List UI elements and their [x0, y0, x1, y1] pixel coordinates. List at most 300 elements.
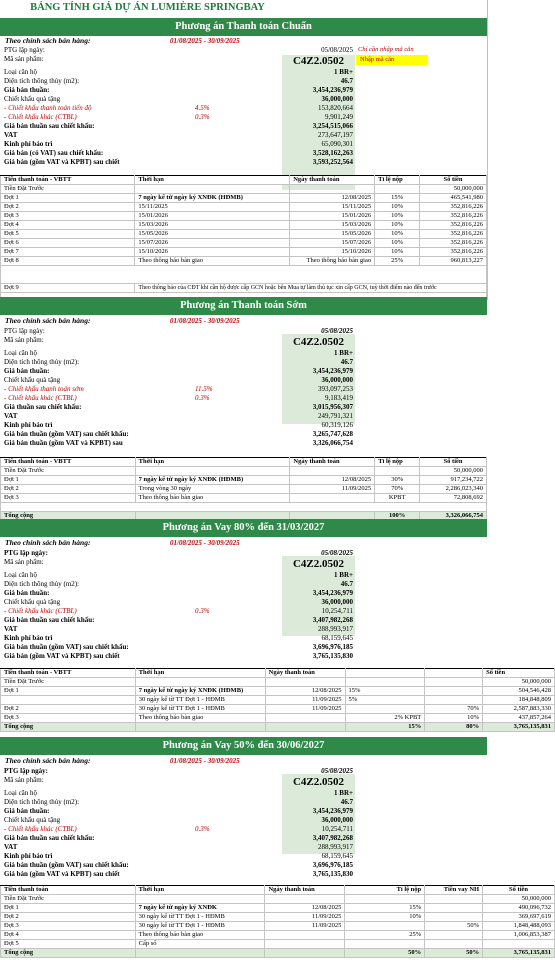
cell: 2,587,883,330 [483, 705, 555, 714]
col-header: Ngày thanh toán [265, 669, 345, 678]
gift-discount-row [0, 598, 555, 607]
maintenance-value: 60,319,126 [321, 421, 353, 429]
col-header: Thời hạn [135, 458, 290, 467]
cell: 10% [375, 203, 420, 212]
price-vat-row [0, 149, 487, 158]
cell: Đợt 4 [1, 931, 136, 940]
cell: Tiền Đặt Trước [1, 678, 136, 687]
net-after-value: 3,407,982,268 [312, 834, 353, 842]
net-price-row [0, 807, 555, 816]
area-label: Diện tích thông thủy (m2): [4, 580, 80, 588]
table-row [1, 503, 487, 512]
vat-value: 249,791,321 [318, 412, 353, 420]
ptg-label: PTG lập ngày: [4, 767, 48, 775]
cell: Đợt 2 [1, 913, 136, 922]
cell: 15% [345, 687, 425, 696]
unit-type-label: Loại căn hộ [4, 68, 38, 76]
cell: 2,286,023,340 [420, 485, 487, 494]
col-header: Tỉ lệ nộp [375, 458, 420, 467]
maintenance-value: 68,159,645 [321, 852, 353, 860]
table-header [1, 458, 487, 467]
price-total-row [0, 652, 555, 661]
input-hint: Chỉ cần nhập mã căn [358, 46, 414, 53]
payment-schedule-standard [0, 175, 487, 310]
col-header: Thời hạn [135, 176, 290, 185]
unit-type-label: Loại căn hộ [4, 349, 38, 357]
cell: Theo thông báo bàn giao [135, 931, 265, 940]
cell: 7 ngày kể từ ngày ký XNĐK (HĐMB) [135, 687, 265, 696]
early-discount-label: - Chiết khấu thanh toán sớm [4, 385, 84, 393]
cell: 15/10/2026 [290, 248, 375, 257]
policy-label: Theo chính sách bán hàng: [5, 316, 91, 325]
cell: Đợt 1 [1, 194, 135, 203]
table-row [1, 705, 555, 714]
cell: 50,000,000 [420, 185, 487, 194]
cell: 25% [375, 257, 420, 266]
cell: 504,546,428 [483, 687, 555, 696]
price-vat-label: Giá bán thuần (gồm VAT) sau chiết khấu: [4, 430, 129, 438]
other-discount-value: 10,254,711 [321, 825, 353, 833]
early-discount-value: 153,820,664 [318, 104, 353, 112]
cell: Đợt 3 [1, 714, 136, 723]
total-label: Tổng cộng [1, 723, 136, 732]
net-price-value: 3,454,236,979 [312, 589, 353, 597]
other-discount-row [0, 607, 555, 616]
price-total-row [0, 158, 487, 167]
cell: 917,234,722 [420, 476, 487, 485]
policy-row [0, 315, 487, 327]
cell: 11/09/2025 [265, 922, 345, 931]
table-header [1, 669, 555, 678]
gift-discount-value: 36,000,000 [321, 816, 353, 824]
unit-type-row [0, 68, 487, 77]
area-label: Diện tích thông thủy (m2): [4, 798, 80, 806]
cell: Đợt 2 [1, 705, 136, 714]
col-header: Ngày thanh toán [290, 176, 375, 185]
table-row [1, 266, 487, 284]
cell: 15/03/2026 [135, 221, 290, 230]
cell: 11/09/2025 [265, 913, 345, 922]
net-price-value: 3,454,236,979 [312, 807, 353, 815]
price-total-label: Giá bán (gồm VAT và KPBT) sau chiết [4, 870, 120, 878]
gift-discount-label: Chiết khấu quà tặng [4, 376, 61, 384]
cell: 10% [425, 714, 483, 723]
cell: Theo thông báo bàn giao [135, 714, 265, 723]
gift-discount-label: Chiết khấu quà tặng [4, 598, 61, 606]
maintenance-row [0, 634, 555, 643]
cell: Trong vòng 30 ngày [135, 485, 290, 494]
total-loan-pct: 50% [425, 949, 483, 958]
other-discount-row [0, 113, 487, 122]
policy-period: 01/08/2025 - 30/09/2025 [170, 37, 240, 45]
net-after-row [0, 834, 555, 843]
price-total-value: 3,593,252,564 [312, 158, 353, 166]
cell: 15% [345, 904, 425, 913]
unit-type-row [0, 789, 555, 798]
table-row [1, 203, 487, 212]
table-row [1, 485, 487, 494]
vat-value: 288,993,917 [318, 625, 353, 633]
cell: 11/09/2025 [265, 696, 345, 705]
price-total-label: Giá bán thuần (gồm VAT và KPBT) sau [4, 439, 123, 447]
gift-discount-row [0, 95, 487, 104]
cell: 352,816,226 [420, 212, 487, 221]
table-row [1, 257, 487, 266]
price-vat-label: Giá bán (có VAT) sau chiết khấu: [4, 149, 104, 157]
total-value: 3,765,135,831 [483, 949, 555, 958]
cell: 15/07/2026 [135, 239, 290, 248]
other-discount-row [0, 825, 555, 834]
product-label: Mã sản phẩm: [4, 55, 44, 63]
cell: 352,816,226 [420, 239, 487, 248]
page-title: BẢNG TÍNH GIÁ DỰ ÁN LUMIÈRE SPRINGBAY [30, 2, 265, 13]
ptg-date: 05/08/2025 [321, 327, 353, 335]
maintenance-value: 65,090,301 [321, 140, 353, 148]
product-code: C4Z2.0502 [292, 336, 345, 348]
cell: 30% [375, 476, 420, 485]
gift-discount-label: Chiết khấu quà tặng [4, 816, 61, 824]
vat-label: VAT [4, 843, 18, 851]
col-header: Số tiền [483, 669, 555, 678]
net-after-row [0, 616, 555, 625]
cell: 30 ngày kể từ TT Đợt 1 - HĐMB [135, 696, 265, 705]
sheet-gridline [487, 0, 488, 300]
cell: 15/05/2026 [135, 230, 290, 239]
section-title: Phương án Vay 80% đến 31/03/2027 [0, 519, 487, 537]
unit-type-value: 1 BR+ [334, 789, 353, 797]
table-row-dot9 [1, 284, 487, 293]
price-total-value: 3,765,135,830 [312, 652, 353, 660]
product-label: Mã sản phẩm: [4, 776, 44, 784]
cell: 15/05/2026 [290, 230, 375, 239]
area-value: 46.7 [340, 798, 353, 806]
total-pct: 50% [345, 949, 425, 958]
vat-label: VAT [4, 625, 18, 633]
gift-discount-row [0, 816, 555, 825]
vat-row [0, 843, 555, 852]
net-after-label: Giá bán thuần sau chiết khấu: [4, 122, 95, 130]
section-standard-payment [0, 18, 487, 167]
section-loan-50 [0, 737, 555, 879]
price-vat-value: 3,265,747,628 [312, 430, 353, 438]
table-row [1, 904, 555, 913]
cell: Đợt 5 [1, 940, 136, 949]
unit-type-label: Loại căn hộ [4, 571, 38, 579]
col-header: Tỉ lệ nộp [375, 176, 420, 185]
area-label: Diện tích thông thủy (m2): [4, 358, 80, 366]
table-row [1, 687, 555, 696]
cell: Đợt 4 [1, 221, 135, 230]
cell: 352,816,226 [420, 221, 487, 230]
price-vat-row [0, 643, 555, 652]
cell: Tiền Đặt Trước [1, 185, 135, 194]
early-discount-pct: 4.5% [195, 104, 210, 112]
area-row [0, 580, 555, 589]
area-row [0, 77, 487, 86]
product-row [0, 336, 487, 349]
net-price-label: Giá bán thuần: [4, 807, 50, 815]
total-row [1, 723, 555, 732]
cell: 490,096,732 [483, 904, 555, 913]
table-row [1, 931, 555, 940]
cell: 1,006,853,387 [483, 931, 555, 940]
price-vat-label: Giá bán thuần (gồm VAT) sau chiết khấu: [4, 861, 129, 869]
cell: Đợt 5 [1, 230, 135, 239]
net-after-value: 3,407,982,268 [312, 616, 353, 624]
cell: 10% [345, 913, 425, 922]
col-header: Số tiền [420, 176, 487, 185]
ptg-date: 05/08/2025 [321, 767, 353, 775]
col-header: Tiền vay NH [425, 886, 483, 895]
unit-type-label: Loại căn hộ [4, 789, 38, 797]
maintenance-value: 68,159,645 [321, 634, 353, 642]
net-price-value: 3,454,236,979 [312, 86, 353, 94]
cell: Theo thông báo của CĐT khi cần hộ được cấp GCN hoặc bên Mua tự làm thủ tục xin cấp GCN, tuỳ thời điểm nào đến trước [135, 284, 487, 293]
other-discount-pct: 0.3% [195, 607, 210, 615]
col-header: Số tiền [420, 458, 487, 467]
vat-row [0, 625, 555, 634]
ptg-row [0, 767, 555, 776]
net-price-value: 3,454,236,979 [312, 367, 353, 375]
cell: 10% [375, 248, 420, 257]
table-row [1, 476, 487, 485]
cell: 30 ngày kể từ TT Đợt 1 - HĐMB [135, 705, 265, 714]
area-value: 46.7 [340, 358, 353, 366]
ptg-row [0, 549, 555, 558]
area-row [0, 358, 487, 367]
cell: Đợt 7 [1, 248, 135, 257]
policy-row [0, 36, 487, 46]
cell: Theo thông báo bàn giao [290, 257, 375, 266]
ptg-label: PTG lập ngày: [4, 327, 45, 335]
section-early-payment [0, 297, 487, 448]
price-breakdown [0, 549, 555, 661]
net-price-label: Giá bán thuần: [4, 589, 50, 597]
table-row [1, 239, 487, 248]
total-pct: 100% [375, 512, 420, 521]
total-row [1, 949, 555, 958]
price-vat-value: 3,528,162,263 [312, 149, 353, 157]
net-after-label: Giá thuần sau chiết khấu: [4, 403, 82, 411]
other-discount-label: - Chiết khấu khác (CTBL) [4, 825, 77, 833]
net-after-value: 3,254,515,066 [312, 122, 353, 130]
cell: Đợt 6 [1, 239, 135, 248]
cell: Đợt 3 [1, 922, 136, 931]
cell: 10% [375, 239, 420, 248]
cell: Đợt 3 [1, 494, 136, 503]
cell: 70% [375, 485, 420, 494]
section-title: Phương án Vay 50% đến 30/06/2027 [0, 737, 487, 755]
net-after-label: Giá bán thuần sau chiết khấu: [4, 834, 95, 842]
other-discount-value: 9,901,249 [325, 113, 353, 121]
cell: 11/09/2025 [265, 705, 345, 714]
table-row [1, 696, 555, 705]
cell: 960,813,227 [420, 257, 487, 266]
cell: 70% [425, 705, 483, 714]
gift-discount-value: 36,000,000 [321, 598, 353, 606]
col-header: Thời hạn [135, 886, 265, 895]
early-discount-row [0, 104, 487, 113]
product-label: Mã sản phẩm: [4, 336, 44, 344]
policy-label: Theo chính sách bán hàng: [5, 36, 91, 45]
vat-row [0, 131, 487, 140]
maintenance-row [0, 852, 555, 861]
maintenance-label: Kinh phí bảo trì [4, 634, 53, 642]
other-discount-label: - Chiết khấu khác (CTBL) [4, 113, 77, 121]
cell: 30 ngày kể từ TT Đợt 1 - HĐMB [135, 922, 265, 931]
table-row [1, 212, 487, 221]
net-price-label: Giá bán thuần: [4, 367, 50, 375]
cell: 352,816,226 [420, 203, 487, 212]
section-loan-80 [0, 519, 555, 661]
cell: 72,808,692 [420, 494, 487, 503]
gift-discount-row [0, 376, 487, 385]
cell: 12/08/2025 [265, 687, 345, 696]
policy-row [0, 537, 555, 549]
gift-discount-value: 36,000,000 [321, 376, 353, 384]
total-pct: 15% [345, 723, 425, 732]
other-discount-pct: 0.3% [195, 394, 210, 402]
cell: 15/03/2026 [290, 221, 375, 230]
maintenance-row [0, 421, 487, 430]
total-label: Tổng cộng [1, 949, 136, 958]
ptg-row [0, 327, 487, 336]
price-breakdown [0, 46, 487, 167]
unit-type-row [0, 349, 487, 358]
cell: Đợt 9 [1, 284, 135, 293]
maintenance-label: Kinh phí bảo trì [4, 421, 53, 429]
cell: Đợt 3 [1, 212, 135, 221]
net-price-label: Giá bán thuần: [4, 86, 50, 94]
col-header: Tiền thanh toán [1, 886, 136, 895]
total-label: Tổng cộng [1, 512, 136, 521]
other-discount-pct: 0.3% [195, 113, 210, 121]
col-header: Số tiền [483, 886, 555, 895]
ptg-date: 05/08/2025 [321, 549, 353, 557]
cell: 15/10/2026 [135, 248, 290, 257]
maintenance-row [0, 140, 487, 149]
cell: Đợt 1 [1, 904, 136, 913]
cell: 50,000,000 [420, 467, 487, 476]
col-header: Ngày thanh toán [265, 886, 345, 895]
early-discount-value: 393,097,253 [318, 385, 353, 393]
policy-period: 01/08/2025 - 30/09/2025 [170, 539, 240, 547]
cell: 12/08/2025 [290, 194, 375, 203]
table-row [1, 678, 555, 687]
table-header [1, 886, 555, 895]
product-row [0, 776, 555, 789]
table-row [1, 221, 487, 230]
cell: 369,697,619 [483, 913, 555, 922]
cell: Theo thông báo bàn giao [135, 494, 290, 503]
table-row [1, 940, 555, 949]
cell: 10% [375, 221, 420, 230]
price-vat-value: 3,696,976,185 [312, 861, 353, 869]
price-vat-label: Giá bán thuần (gồm VAT) sau chiết khấu: [4, 643, 129, 651]
unit-type-value: 1 BR+ [334, 571, 353, 579]
net-price-row [0, 589, 555, 598]
cell: 465,541,980 [420, 194, 487, 203]
col-header: Tiến thanh toán - VBTT [1, 458, 136, 467]
cell: Đợt 2 [1, 203, 135, 212]
cell: 7 ngày kể từ ngày ký XNĐK [135, 904, 265, 913]
product-code-input[interactable]: Nhập mã căn [356, 55, 428, 65]
cell: 352,816,226 [420, 230, 487, 239]
col-header: Thời hạn [135, 669, 265, 678]
table-row [1, 248, 487, 257]
cell: 15/07/2026 [290, 239, 375, 248]
cell: Đợt 8 [1, 257, 135, 266]
product-row [0, 558, 555, 571]
cell: Theo thông báo bàn giao [135, 257, 290, 266]
cell: Tiền Đặt Trước [1, 895, 136, 904]
area-value: 46.7 [340, 580, 353, 588]
price-vat-value: 3,696,976,185 [312, 643, 353, 651]
table-row [1, 494, 487, 503]
unit-type-value: 1 BR+ [334, 68, 353, 76]
price-total-row [0, 439, 487, 448]
payment-schedule-loan-80 [0, 668, 555, 732]
net-after-row [0, 403, 487, 412]
section-title: Phương án Thanh toán Sớm [0, 297, 487, 315]
price-breakdown [0, 767, 555, 879]
price-breakdown [0, 327, 487, 448]
vat-value: 273,647,197 [318, 131, 353, 139]
early-discount-label: - Chiết khấu thanh toán tiến độ [4, 104, 92, 112]
gift-discount-label: Chiết khấu quà tặng [4, 95, 61, 103]
cell: 30 ngày kể từ TT Đợt 1 - HĐMB [135, 913, 265, 922]
policy-label: Theo chính sách bán hàng: [5, 756, 91, 765]
cell: Cấp sổ [135, 940, 265, 949]
cell: 7 ngày kể từ ngày ký XNĐK (HĐMB) [135, 194, 290, 203]
cell: Tiền Đặt Trước [1, 467, 136, 476]
cell: 1,848,488,093 [483, 922, 555, 931]
product-code: C4Z2.0502 [292, 558, 345, 570]
section-title: Phương án Thanh toán Chuẩn [0, 18, 487, 36]
maintenance-label: Kinh phí bảo trì [4, 140, 53, 148]
early-discount-row [0, 385, 487, 394]
unit-type-row [0, 571, 555, 580]
cell: 25% [345, 931, 425, 940]
area-label: Diện tích thông thủy (m2): [4, 77, 80, 85]
col-header: Tiến thanh toán - VBTT [1, 176, 135, 185]
vat-label: VAT [4, 131, 18, 139]
cell: 11/09/2025 [290, 485, 375, 494]
area-row [0, 798, 555, 807]
cell: 7 ngày kể từ ngày ký XNĐK (HĐMB) [135, 476, 290, 485]
cell: 12/08/2025 [265, 904, 345, 913]
total-value: 3,326,066,754 [420, 512, 487, 521]
col-header: Ngày thanh toán [290, 458, 375, 467]
price-vat-row [0, 430, 487, 439]
ptg-label: PTG lập ngày: [4, 549, 48, 557]
table-row [1, 714, 555, 723]
net-after-label: Giá bán thuần sau chiết khấu: [4, 616, 95, 624]
cell: Đợt 1 [1, 687, 136, 696]
area-value: 46.7 [340, 77, 353, 85]
vat-row [0, 412, 487, 421]
price-vat-row [0, 861, 555, 870]
cell: 2% KPBT [345, 714, 425, 723]
cell: 12/08/2025 [290, 476, 375, 485]
price-total-label: Giá bán (gồm VAT và KPBT) sau chiết [4, 652, 120, 660]
table-row [1, 922, 555, 931]
cell: 15% [375, 194, 420, 203]
net-price-row [0, 86, 487, 95]
ptg-label: PTG lập ngày: [4, 46, 45, 54]
other-discount-value: 9,183,419 [325, 394, 353, 402]
cell: 15/11/2025 [290, 203, 375, 212]
